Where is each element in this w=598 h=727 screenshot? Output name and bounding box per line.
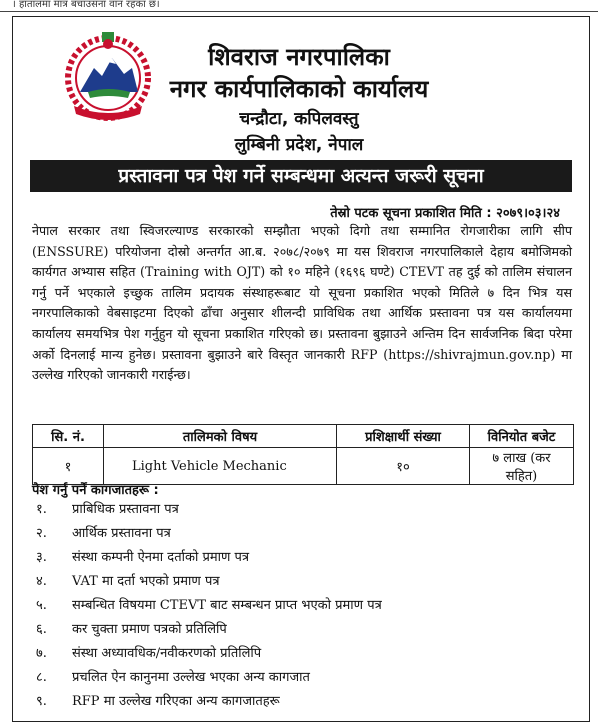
item-text: सम्बन्धित विषयमा CTEVT बाट सम्बन्धन प्राप्त भएको प्रमाण पत्र xyxy=(72,598,382,613)
list-item xyxy=(36,643,576,665)
col-header-trainees: प्रशिक्षार्थी संख्या xyxy=(337,425,470,448)
notice-title-banner: प्रस्तावना पत्र पेश गर्ने सम्बन्धमा अत्यन्त जरूरी सूचना xyxy=(30,160,572,192)
item-text: प्राबिधिक प्रस्तावना पत्र xyxy=(72,502,179,517)
top-cut-text: । हातालमा मात्र बचाउसना वान रहका छ। xyxy=(0,0,598,12)
office-name: नगर कार्यपालिकाको कार्यालय xyxy=(169,75,429,103)
list-item xyxy=(36,547,576,569)
item-text: कर चुक्ता प्रमाण पत्रको प्रतिलिपि xyxy=(72,622,227,637)
cell-trainees: १० xyxy=(337,448,470,485)
item-text: VAT मा दर्ता भएको प्रमाण पत्र xyxy=(72,574,220,589)
item-text: प्रचलित ऐन कानुनमा उल्लेख भएका अन्य कागजात xyxy=(72,670,310,685)
list-item xyxy=(36,595,576,617)
item-number: २. xyxy=(36,526,47,541)
office-address: चन्द्रौटा, कपिलवस्तु xyxy=(239,109,359,129)
item-number: ५. xyxy=(36,598,47,613)
list-item xyxy=(36,619,576,641)
list-item xyxy=(36,691,576,713)
list-item xyxy=(36,571,576,593)
municipality-name: शिवराज नगरपालिका xyxy=(208,43,390,71)
item-text: आर्थिक प्रस्तावना पत्र xyxy=(72,526,171,541)
item-text: संस्था अध्यावधिक/नवीकरणको प्रतिलिपि xyxy=(72,646,262,661)
item-text: संस्था कम्पनी ऐनमा दर्ताको प्रमाण पत्र xyxy=(72,550,250,565)
item-number: ९. xyxy=(36,694,47,709)
item-number: ६. xyxy=(36,622,47,637)
item-number: ३. xyxy=(36,550,47,565)
list-item xyxy=(36,667,576,689)
item-number: ७. xyxy=(36,646,47,661)
cell-sn: १ xyxy=(33,448,104,485)
publish-date: तेस्रो पटक सूचना प्रकाशित मिति : २०७९।०३।२४ xyxy=(330,206,560,221)
item-number: ४. xyxy=(36,574,47,589)
col-header-sn: सि. नं. xyxy=(33,425,104,448)
item-number: १. xyxy=(36,502,47,517)
province-name: लुम्बिनी प्रदेश, नेपाल xyxy=(234,135,364,155)
cell-budget: ७ लाख (कर सहित) xyxy=(470,448,574,485)
table-row xyxy=(33,448,574,485)
table-header-row xyxy=(33,425,574,448)
documents-heading: पेश गर्नु पर्ने कागजातहरू : xyxy=(32,483,159,498)
list-item xyxy=(36,523,576,545)
item-text: RFP मा उल्लेख गरिएका अन्य कागजातहरू xyxy=(72,694,280,709)
col-header-budget: विनियोत बजेट xyxy=(470,425,574,448)
training-table xyxy=(32,424,574,485)
notice-body: नेपाल सरकार तथा स्विजरल्याण्ड सरकारको सम्झौता भएको दिगो तथा सम्मानित रोगजारीका लागि सीप (ENSSURE) परियोजना दोस्रो अन्तर्गत आ.ब. २०७८/२०७९ मा यस शिवराज नगरपालिकाले देहाय बमोजिमको कार्यगत अभ्यास सहित (Training with OJT) को १० महिने (१६९६ घण्टे) CTEVT तह दुई को तालिम संचालन गर्नु पर्ने भएकाले इच्छुक तालिम प्रदायक संस्थाहरूबाट यो सूचना प्रकाशित भएको मितिले ७ दिन भित्र यस नगरपालिकाको वेबसाइटमा दिएको ढाँचा अनुसार शीलन्दी प्राविधिक तथा आर्थिक प्रस्तावना पत्र यस कार्यालयमा कार्यालय समयभित्र पेश गर्नुहुन यो सूचना प्रकाशित गरिएको छ। प्रस्तावना बुझाउने अन्तिम दिन सार्वजनिक बिदा परेमा अर्को दिनलाई मान्य हुनेछ। प्रस्तावना बुझाउने बारे विस्तृत जानकारी RFP (https://shivrajmun.gov.np) मा उल्लेख गरिएको जानकारी गराईन्छ। xyxy=(32,223,572,383)
item-number: ८. xyxy=(36,670,47,685)
col-header-subject: तालिमको विषय xyxy=(104,425,337,448)
list-item xyxy=(36,499,576,521)
cell-subject: Light Vehicle Mechanic xyxy=(104,448,337,485)
